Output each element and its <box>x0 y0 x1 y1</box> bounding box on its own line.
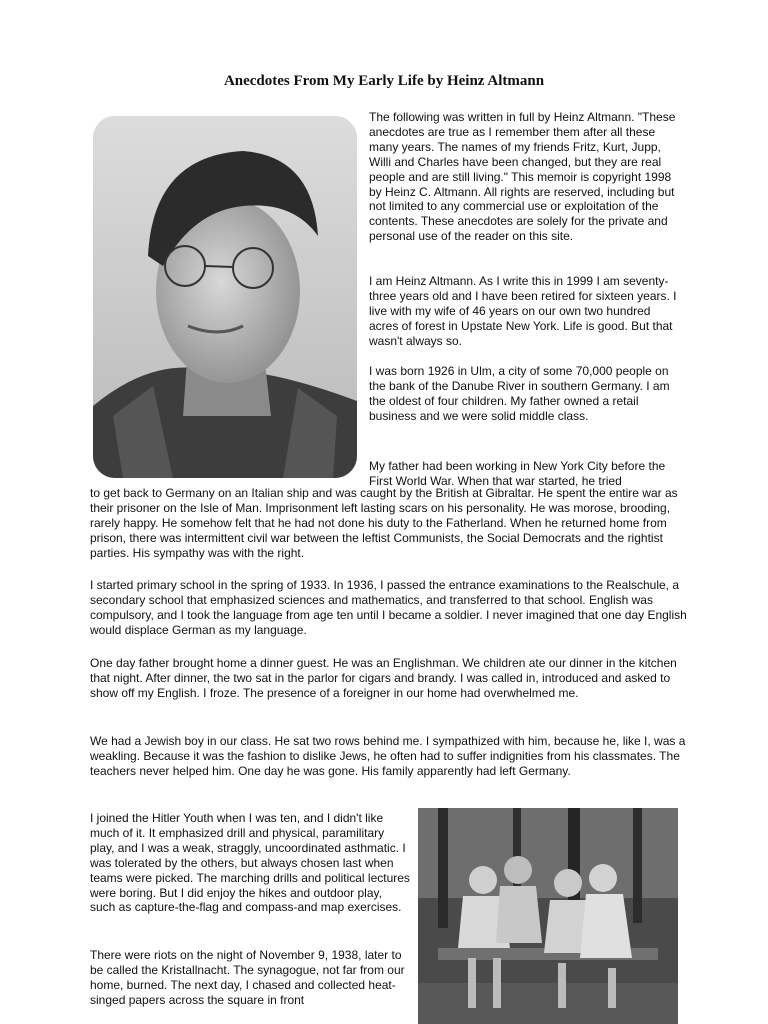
paragraph-jewish-boy: We had a Jewish boy in our class. He sat two rows behind me. I sympathized with him, because he, like I, was a weakling. Because it was the fashion to dislike Jews, he often had to suffer indignities from his classmates. The teachers never helped him. One day he was gone. His family apparently had left Germany. <box>90 734 686 778</box>
paragraph-father-cont: to get back to Germany on an Italian ship and was caught by the British at Gibraltar. He spent the entire war as their prisoner on the Isle of Man. Imprisonment left lasting scars on his personality. He was morose, brooding, rarely happy. He somehow felt that he had not done his duty to the Fatherland. When he returned home from prison, there was intermittent civil war between the leftist Communists, the Social Democrats and the rightist parties. His sympathy was with the right. <box>90 486 678 560</box>
paragraph-birth: I was born 1926 in Ulm, a city of some 70,000 people on the bank of the Danube River in southern Germany. I am the oldest of four children. My father owned a retail business and we were solid middle class. <box>369 364 670 423</box>
portrait-photo <box>93 116 357 478</box>
paragraph-kristallnacht: There were riots on the night of November 9, 1938, later to be called the Kristallnacht. The synagogue, not far from our home, burned. The next day, I chased and collected heat-singed papers across the square in front <box>90 948 405 1007</box>
children-photo <box>418 808 678 1024</box>
paragraph-dinner-guest: One day father brought home a dinner guest. He was an Englishman. We children ate our dinner in the kitchen that night. After dinner, the two sat in the parlor for cigars and brandy. I was called in, introduced and asked to show off my English. I froze. The presence of a foreigner in our home had overwhelmed me. <box>90 656 677 700</box>
paragraph-father-start: My father had been working in New York City before the First World War. When that war started, he tried <box>369 459 666 488</box>
paragraph-hitler-youth: I joined the Hitler Youth when I was ten, and I didn't like much of it. It emphasized drill and physical, paramilitary play, and I was a weak, straggly, uncoordinated asthmatic. I was tolerated by the others, but always chosen last when teams were picked. The marching drills and political lectures were boring. But I did enjoy the hikes and outdoor play, such as capture-the-flag and compass-and map exercises. <box>90 811 410 915</box>
paragraph-school: I started primary school in the spring of 1933. In 1936, I passed the entrance examinations to the Realschule, a secondary school that emphasized sciences and mathematics, and transferred to that school. English was compulsory, and I took the language from age ten until I became a soldier. I never imagined that one day English would displace German as my language. <box>90 578 687 637</box>
paragraph-intro: The following was written in full by Heinz Altmann. "These anecdotes are true as I remember them after all these many years. The names of my friends Fritz, Kurt, Jupp, Willi and Charles have been changed, but they are real people and are still living." This memoir is copyright 1998 by Heinz C. Altmann. All rights are reserved, including but not limited to any commercial use or exploitation of the contents. These anecdotes are solely for the private and personal use of the reader on this site. <box>369 110 676 244</box>
page-title: Anecdotes From My Early Life by Heinz Altmann <box>223 73 545 89</box>
paragraph-about-me: I am Heinz Altmann. As I write this in 1999 I am seventy-three years old and I have been retired for sixteen years. I live with my wife of 46 years on our own two hundred acres of forest in Upstate New York. Life is good. But that wasn't always so. <box>369 274 677 348</box>
